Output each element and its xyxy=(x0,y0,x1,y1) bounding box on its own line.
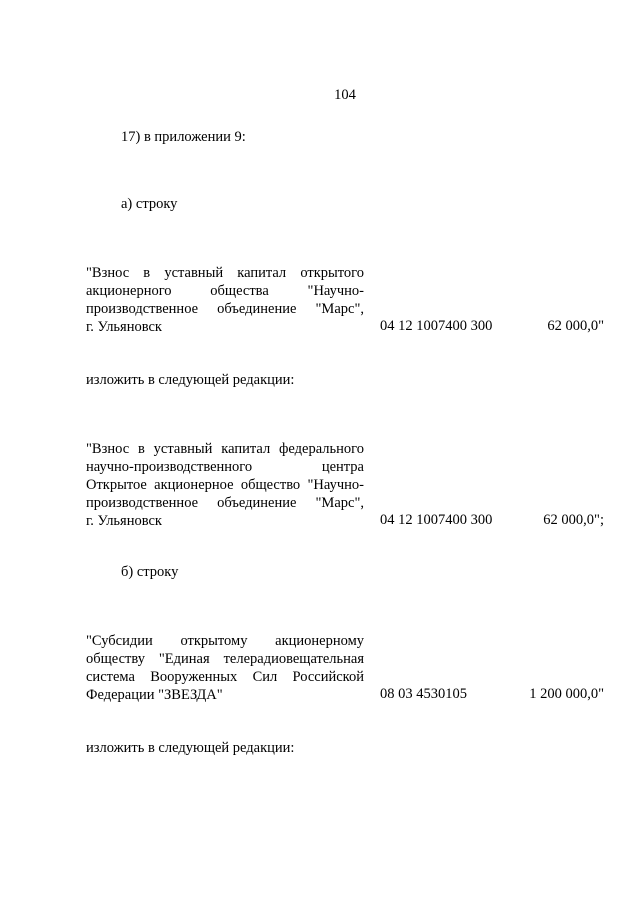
row-3-desc-line: "Субсидии открытому акционерному xyxy=(86,633,364,649)
row-1-desc-line: акционерного общества "Научно- xyxy=(86,283,364,299)
row-1-desc-line: г. Ульяновск xyxy=(86,319,162,335)
row-1-amount: 62 000,0" xyxy=(547,318,604,334)
row-1-description xyxy=(86,264,364,336)
row-2-desc-line: Открытое акционерное общество "Научно- xyxy=(86,477,364,493)
row-2-description xyxy=(86,440,364,530)
page-number: 104 xyxy=(334,87,356,103)
row-2-code: 04 12 1007400 300 xyxy=(380,512,493,528)
row-1-code: 04 12 1007400 300 xyxy=(380,318,493,334)
replace-instruction-2: изложить в следующей редакции: xyxy=(86,740,295,756)
row-2-desc-line: научно-производственного центра xyxy=(86,459,364,475)
row-2-desc-line: производственное объединение "Марс", xyxy=(86,495,364,511)
row-2-amount: 62 000,0"; xyxy=(543,512,604,528)
sub-item-b: б) строку xyxy=(121,564,179,580)
item-17-heading: 17) в приложении 9: xyxy=(121,129,246,145)
row-3-code: 08 03 4530105 xyxy=(380,686,467,702)
row-1-desc-line: "Взнос в уставный капитал открытого xyxy=(86,265,364,281)
row-3-amount: 1 200 000,0" xyxy=(529,686,604,702)
row-3-desc-line: система Вооруженных Сил Российской xyxy=(86,669,364,685)
row-2-desc-line: г. Ульяновск xyxy=(86,513,162,529)
sub-item-a: а) строку xyxy=(121,196,178,212)
row-3-description xyxy=(86,632,364,704)
replace-instruction-1: изложить в следующей редакции: xyxy=(86,372,295,388)
row-1-desc-line: производственное объединение "Марс", xyxy=(86,301,364,317)
row-2-desc-line: "Взнос в уставный капитал федерального xyxy=(86,441,364,457)
row-3-desc-line: обществу "Единая телерадиовещательная xyxy=(86,651,364,667)
row-3-desc-line: Федерации "ЗВЕЗДА" xyxy=(86,687,223,703)
